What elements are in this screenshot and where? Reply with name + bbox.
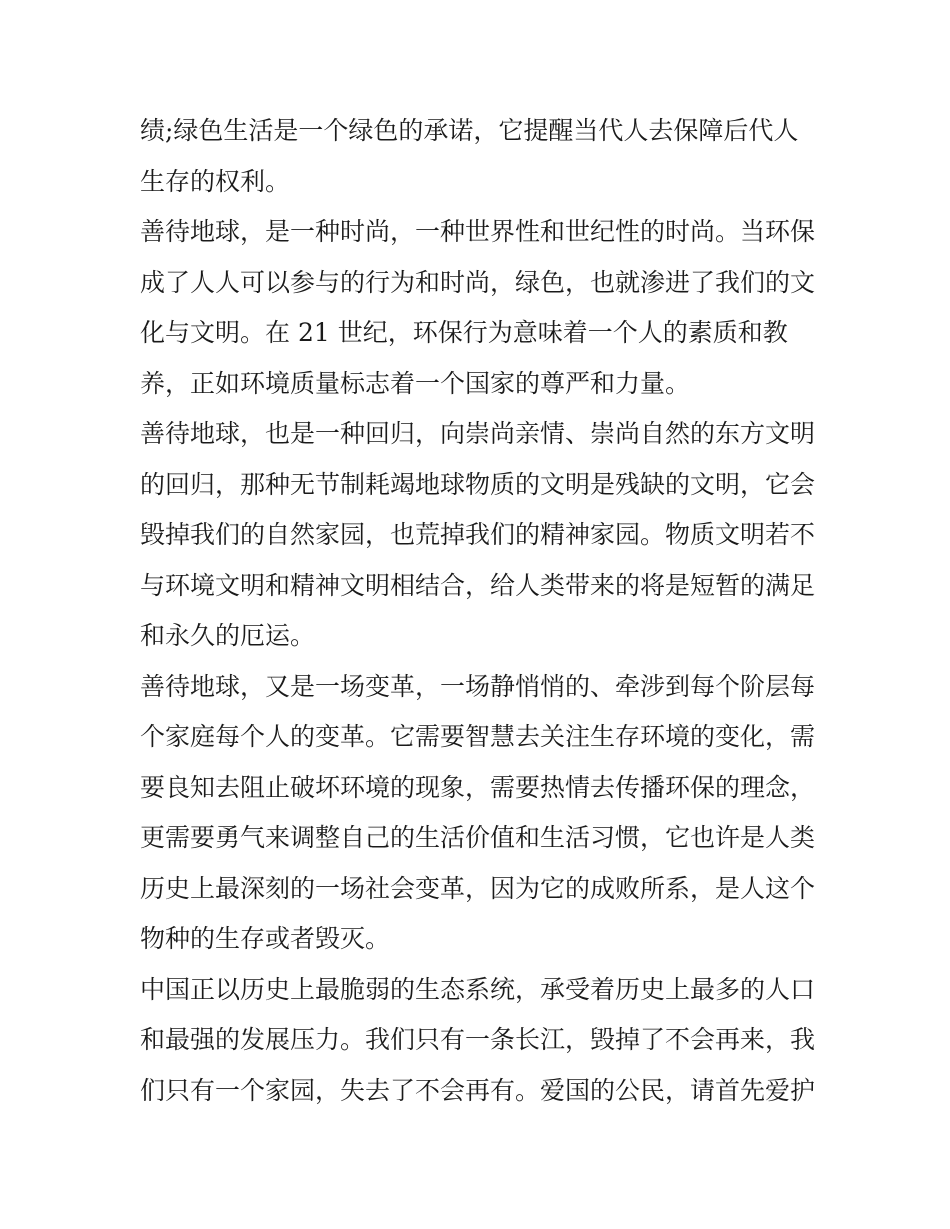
- text-line: 中国正以历史上最脆弱的生态系统，承受着历史上最多的人口: [140, 974, 816, 1004]
- text-line: 善待地球，又是一场变革，一场静悄悄的、牵涉到每个阶层每: [140, 671, 816, 701]
- text-line: 的回归，那种无节制耗竭地球物质的文明是残缺的文明，它会: [140, 469, 816, 499]
- text-line: 和最强的发展压力。我们只有一条长江，毁掉了不会再来，我: [140, 1025, 816, 1054]
- text-line: 物种的生存或者毁灭。: [140, 924, 391, 953]
- text-line: 绩;绿色生活是一个绿色的承诺，它提醒当代人去保障后代人: [140, 116, 799, 145]
- text-line: 要良知去阻止破坏环境的现象，需要热情去传播环保的理念，: [140, 772, 816, 802]
- document-body: [140, 106, 816, 1116]
- text-line: 善待地球，是一种时尚，一种世界性和世纪性的时尚。当环保: [140, 217, 816, 246]
- text-line: 与环境文明和精神文明相结合，给人类带来的将是短暂的满足: [140, 570, 816, 600]
- text-line: 更需要勇气来调整自己的生活价值和生活习惯，它也许是人类: [140, 823, 816, 852]
- text-line: 毁掉我们的自然家园，也荒掉我们的精神家园。物质文明若不: [140, 520, 816, 549]
- text-line: 生存的权利。: [140, 166, 291, 196]
- text-line: 和永久的厄运。: [140, 621, 316, 650]
- text-line: 成了人人可以参与的行为和时尚，绿色，也就渗进了我们的文: [140, 267, 816, 297]
- text-line: 化与文明。在 21 世纪，环保行为意味着一个人的素质和教: [140, 318, 788, 347]
- text-line: 个家庭每个人的变革。它需要智慧去关注生存环境的变化，需: [140, 722, 816, 751]
- text-line: 善待地球，也是一种回归，向崇尚亲情、崇尚自然的东方文明: [140, 419, 816, 448]
- text-line: 养，正如环境质量标志着一个国家的尊严和力量。: [140, 368, 691, 398]
- text-line: 们只有一个家园，失去了不会再有。爱国的公民，请首先爱护: [140, 1075, 816, 1105]
- text-line: 历史上最深刻的一场社会变革，因为它的成败所系，是人这个: [140, 873, 816, 903]
